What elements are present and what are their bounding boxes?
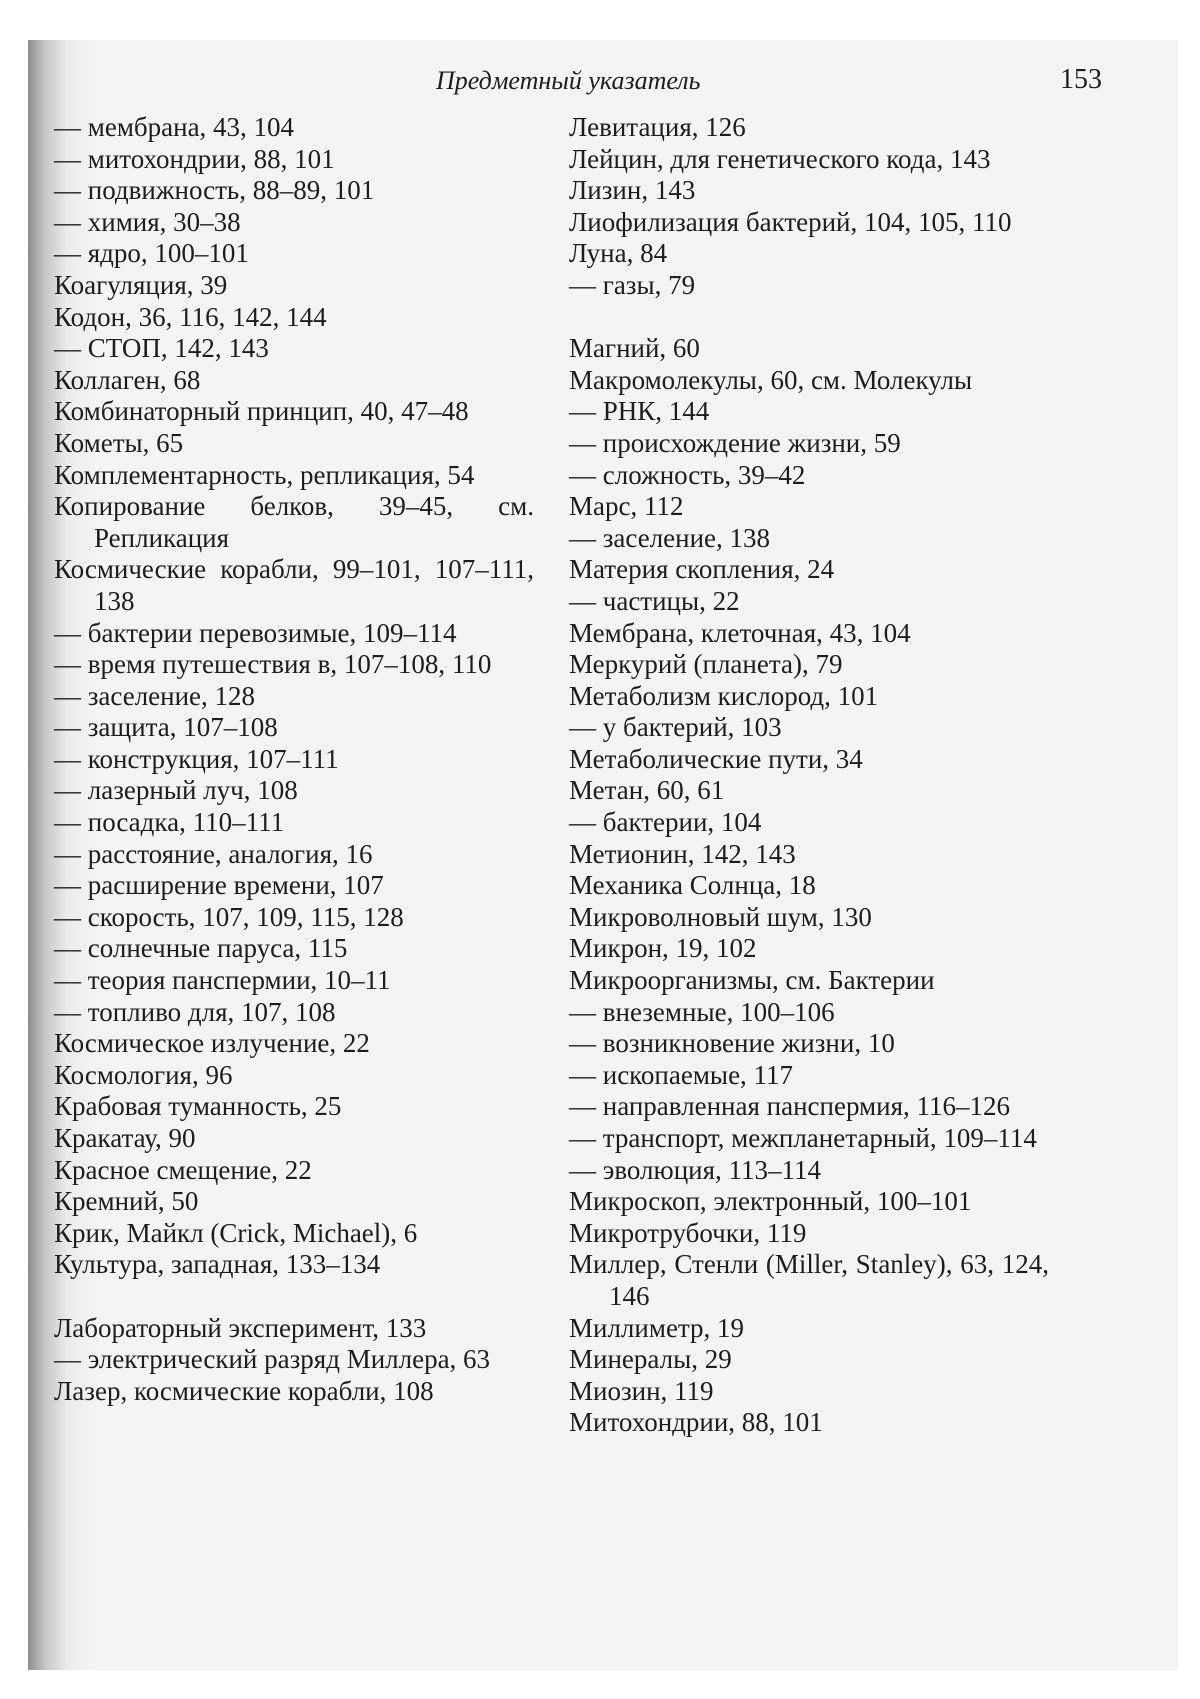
index-entry: — время путешествия в, 107–108, 110 — [54, 649, 492, 680]
index-entry: — посадка, 110–111 — [54, 807, 285, 838]
index-entry: — возникновение жизни, 10 — [569, 1028, 895, 1059]
index-entry: — эволюция, 113–114 — [569, 1154, 822, 1185]
index-entry: Магний, 60 — [569, 333, 700, 364]
index-entry: Космология, 96 — [54, 1059, 233, 1090]
index-entry: Миллер, Стенли (Miller, Stanley), 63, 124, 146 — [569, 1249, 1049, 1311]
index-entry: — защита, 107–108 — [54, 712, 278, 743]
index-entry: Микроорганизмы, см. Бактерии — [569, 965, 935, 996]
index-entry: — происхождение жизни, 59 — [569, 427, 901, 458]
index-entry: — транспорт, межпланетарный, 109–114 — [569, 1123, 1037, 1153]
index-entry: — химия, 30–38 — [54, 206, 241, 237]
index-entry: — топливо для, 107, 108 — [54, 996, 336, 1027]
index-entry: Микротрубочки, 119 — [569, 1217, 807, 1248]
index-entry: Копирование белков, 39–45, см. Репликация — [54, 491, 534, 553]
index-entry: — бактерии, 104 — [569, 807, 762, 838]
index-entry: — мембрана, 43, 104 — [54, 112, 295, 142]
index-entry: — ископаемые, 117 — [569, 1059, 794, 1090]
index-entry: Лизин, 143 — [569, 175, 696, 206]
index-entry: Коагуляция, 39 — [54, 269, 228, 300]
index-entry: — бактерии перевозимые, 109–114 — [54, 617, 457, 648]
index-entry: Кракатау, 90 — [54, 1123, 196, 1153]
index-entry: Минералы, 29 — [569, 1344, 732, 1375]
index-entry: — подвижность, 88–89, 101 — [54, 175, 375, 206]
index-entry: — митохондрии, 88, 101 — [54, 143, 335, 174]
section-gap — [54, 1281, 534, 1313]
index-entry: — теория панспермии, 10–11 — [54, 965, 391, 996]
index-entry: Лейцин, для генетического кода, 143 — [569, 143, 991, 174]
index-entry: — частицы, 22 — [569, 585, 740, 616]
index-entry: — заселение, 138 — [569, 522, 771, 553]
index-entry: Лабораторный эксперимент, 133 — [54, 1312, 427, 1343]
index-entry: Микроволновый шум, 130 — [569, 901, 872, 932]
book-page — [28, 40, 1178, 1670]
index-entry: Космическое излучение, 22 — [54, 1028, 370, 1059]
index-entry: — расстояние, аналогия, 16 — [54, 838, 373, 869]
index-entry: — СТОП, 142, 143 — [54, 333, 269, 364]
index-entry: — сложность, 39–42 — [569, 459, 806, 490]
index-column-left — [54, 112, 534, 1407]
index-entry: Крик, Майкл (Crick, Michael), 6 — [54, 1217, 418, 1248]
index-entry: Миозин, 119 — [569, 1375, 714, 1406]
index-entry: — лазерный луч, 108 — [54, 775, 298, 806]
index-entry: Культура, западная, 133–134 — [54, 1249, 381, 1280]
index-entry: Микрон, 19, 102 — [569, 933, 757, 964]
section-gap — [569, 302, 1049, 334]
index-entry: Материя скопления, 24 — [569, 554, 835, 585]
index-entry: Метионин, 142, 143 — [569, 838, 796, 869]
index-entry: Комбинаторный принцип, 40, 47–48 — [54, 396, 469, 427]
index-entry: Кремний, 50 — [54, 1186, 199, 1217]
index-entry: Красное смещение, 22 — [54, 1154, 312, 1185]
index-entry: — внеземные, 100–106 — [569, 996, 835, 1027]
index-entry: Лиофилизация бактерий, 104, 105, 110 — [569, 206, 1012, 237]
index-entry: Метаболизм кислород, 101 — [569, 680, 879, 711]
index-entry: Меркурий (планета), 79 — [569, 649, 843, 680]
index-entry: Левитация, 126 — [569, 112, 746, 142]
index-entry: — расширение времени, 107 — [54, 870, 384, 901]
index-column-right — [569, 112, 1049, 1439]
index-entry: — газы, 79 — [569, 269, 696, 300]
index-entry: — у бактерий, 103 — [569, 712, 782, 743]
index-entry: Коллаген, 68 — [54, 364, 201, 395]
index-entry: — скорость, 107, 109, 115, 128 — [54, 901, 404, 932]
running-title: Предметный указатель — [436, 66, 701, 95]
index-entry: Луна, 84 — [569, 238, 668, 269]
index-entry: Метан, 60, 61 — [569, 775, 725, 806]
index-entry: — электрический разряд Миллера, 63 — [54, 1344, 491, 1375]
index-entry: Мембрана, клеточная, 43, 104 — [569, 617, 911, 648]
index-entry: Микроскоп, электронный, 100–101 — [569, 1186, 972, 1217]
index-entry: Комплементарность, репликация, 54 — [54, 459, 475, 490]
page-number: 153 — [1060, 64, 1102, 95]
index-entry: Кометы, 65 — [54, 427, 184, 458]
index-entry: Миллиметр, 19 — [569, 1312, 745, 1343]
index-entry: Макромолекулы, 60, см. Молекулы — [569, 364, 973, 395]
page-header — [28, 62, 1178, 102]
index-entry: Крабовая туманность, 25 — [54, 1091, 342, 1122]
index-entry: — конструкция, 107–111 — [54, 743, 339, 774]
index-entry: — направленная панспермия, 116–126 — [569, 1091, 1011, 1122]
index-entry: Метаболические пути, 34 — [569, 743, 863, 774]
index-entry: Лазер, космические корабли, 108 — [54, 1375, 434, 1406]
index-entry: — ядро, 100–101 — [54, 238, 249, 269]
index-entry: Марс, 112 — [569, 491, 684, 522]
index-entry: — РНК, 144 — [569, 396, 710, 427]
index-entry: Кодон, 36, 116, 142, 144 — [54, 301, 327, 332]
index-entry: Митохондрии, 88, 101 — [569, 1407, 823, 1438]
index-entry: Механика Солнца, 18 — [569, 870, 816, 901]
index-entry: Космические корабли, 99–101, 107–111, 138 — [54, 554, 534, 616]
index-entry: — солнечные паруса, 115 — [54, 933, 348, 964]
index-entry: — заселение, 128 — [54, 680, 256, 711]
